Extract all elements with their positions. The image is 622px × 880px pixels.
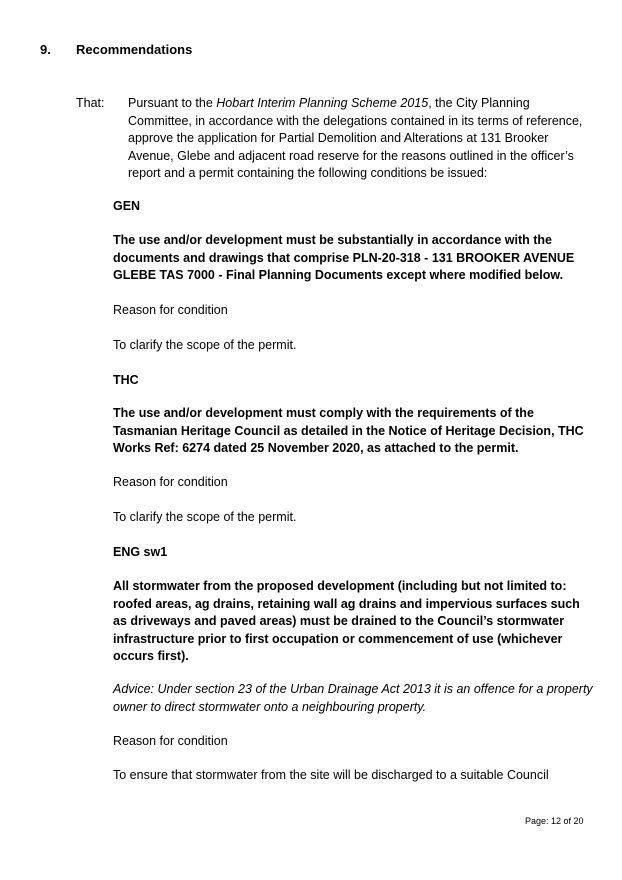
recommendation-label: That:: [76, 96, 105, 110]
section-title: Recommendations: [76, 42, 193, 57]
reason-heading-thc: Reason for condition: [113, 475, 228, 489]
intro-post: , the City Planning Committee, in accordance with the delegations contained in its terms of reference, approve the application for Partial Demolition and Alterations at 131 Brooker Avenue, Glebe and adjacent road reserve for the reasons outlined in the officer’s report and a permit containing the following conditions be issued:: [128, 96, 583, 180]
page-number: Page: 12 of 20: [525, 816, 584, 826]
reason-text-eng-sw1: To ensure that stormwater from the site will be discharged to a suitable Council: [113, 768, 549, 782]
section-number: 9.: [40, 42, 51, 57]
recommendation-intro: [128, 95, 590, 183]
advice-text-eng-sw1: Advice: Under section 23 of the Urban Drainage Act 2013 it is an offence for a property owner to direct stormwater onto a neighbouring property.: [113, 682, 593, 714]
intro-pre: Pursuant to the: [128, 96, 217, 110]
condition-code-thc: THC: [113, 373, 139, 387]
condition-text-gen: The use and/or development must be substantially in accordance with the documents and drawings that comprise PLN-20-318 - 131 BROOKER AVENUE GLEBE TAS 7000 - Final Planning Documents except where modified below.: [113, 233, 575, 282]
planning-scheme-name: Hobart Interim Planning Scheme 2015: [216, 96, 429, 110]
reason-heading-eng-sw1: Reason for condition: [113, 734, 228, 748]
condition-text-thc: The use and/or development must comply with the requirements of the Tasmanian Heritage Council as detailed in the Notice of Heritage Decision, THC Works Ref: 6274 dated 25 November 2020, as attached to the permit.: [113, 406, 584, 455]
reason-heading-gen: Reason for condition: [113, 303, 228, 317]
reason-text-thc: To clarify the scope of the permit.: [113, 510, 297, 524]
condition-text-eng-sw1: All stormwater from the proposed development (including but not limited to: roofed areas, ag drains, retaining wall ag drains and impervious surfaces such as driveways and paved areas) must be drained to the Council’s stormwater infrastructure prior to first occupation or commencement of use (whichever occurs first).: [113, 579, 580, 663]
condition-code-gen: GEN: [113, 199, 141, 213]
condition-code-eng-sw1: ENG sw1: [113, 545, 168, 559]
reason-text-gen: To clarify the scope of the permit.: [113, 338, 297, 352]
